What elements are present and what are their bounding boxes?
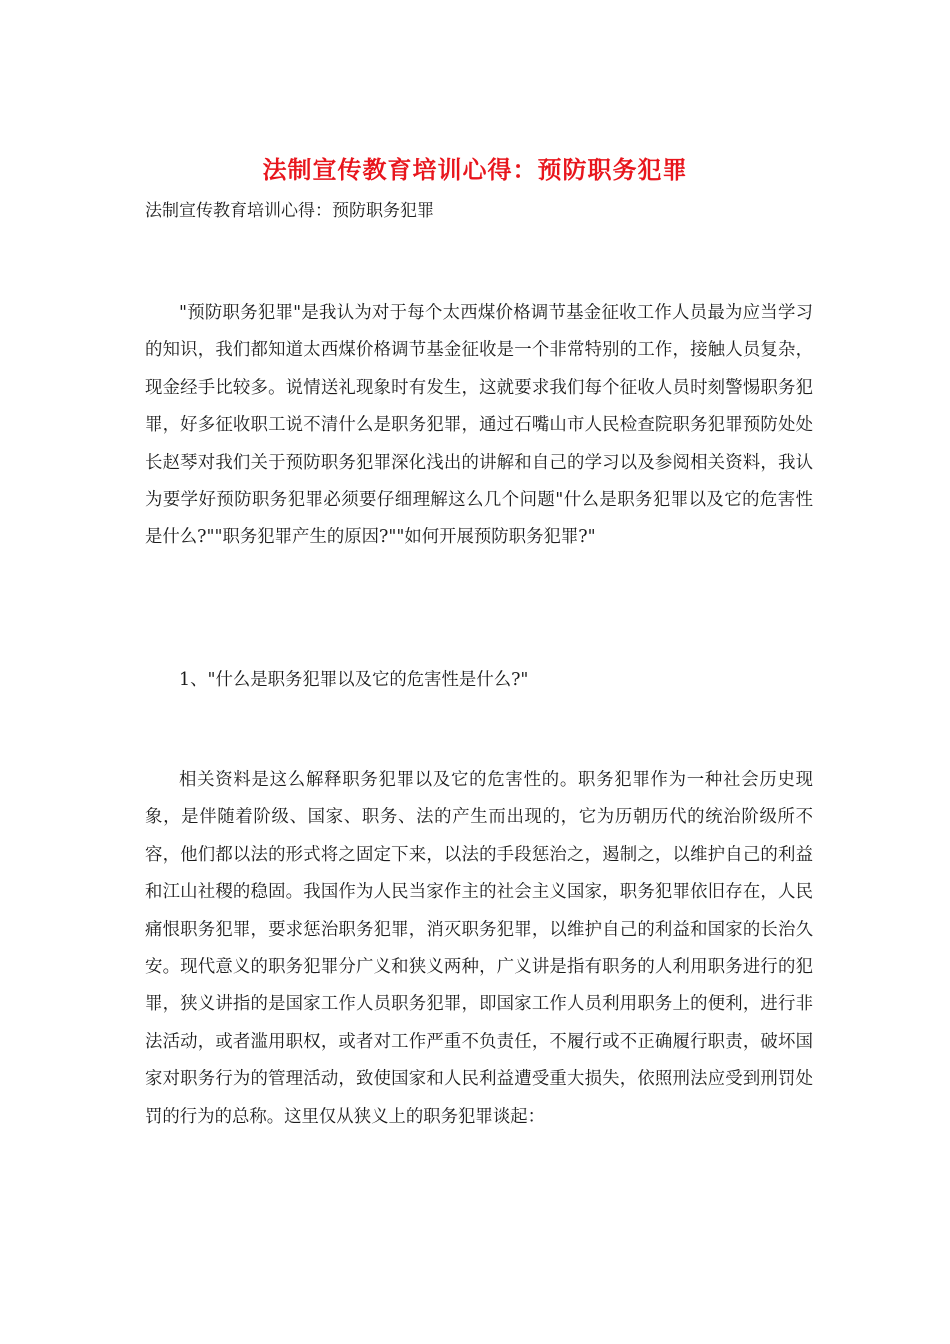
paragraph-intro: "预防职务犯罪"是我认为对于每个太西煤价格调节基金征收工作人员最为应当学习的知识，我们都知道太西煤价格调节基金征收是一个非常特别的工作，接触人员复杂，现金经手比较多。说情送礼现象时有发生，这就要求我们每个征收人员时刻警惕职务犯罪，好多征收职工说不清什么是职务犯罪，通过石嘴山市人民检查院职务犯罪预防处处长赵琴对我们关于预防职务犯罪深化浅出的讲解和自己的学习以及参阅相关资料，我认为要学好预防职务犯罪必须要仔细理解这么几个问题"什么是职务犯罪以及它的危害性是什么?""职务犯罪产生的原因?""如何开展预防职务犯罪?" — [145, 303, 813, 548]
paragraph-definition: 相关资料是这么解释职务犯罪以及它的危害性的。职务犯罪作为一种社会历史现象，是伴随着阶级、国家、职务、法的产生而出现的，它为历朝历代的统治阶级所不容，他们都以法的形式将之固定下来，以法的手段惩治之，遏制之，以维护自己的利益和江山社稷的稳固。我国作为人民当家作主的社会主义国家，职务犯罪依旧存在，人民痛恨职务犯罪，要求惩治职务犯罪，消灭职务犯罪，以维护自己的利益和国家的长治久安。现代意义的职务犯罪分广义和狭义两种，广义讲是指有职务的人利用职务进行的犯罪，狭义讲指的是国家工作人员职务犯罪，即国家工作人员利用职务上的便利，进行非法活动，或者滥用职权，或者对工作严重不负责任，不履行或不正确履行职责，破坏国家对职务行为的管理活动，致使国家和人民利益遭受重大损失，依照刑法应受到刑罚处罚的行为的总称。这里仅从狭义上的职务犯罪谈起： — [145, 770, 813, 1127]
document-title: 法制宣传教育培训心得：预防职务犯罪 — [262, 155, 688, 184]
document-subtitle: 法制宣传教育培训心得：预防职务犯罪 — [145, 201, 434, 221]
section-heading-1: 1、"什么是职务犯罪以及它的危害性是什么?" — [179, 670, 529, 690]
